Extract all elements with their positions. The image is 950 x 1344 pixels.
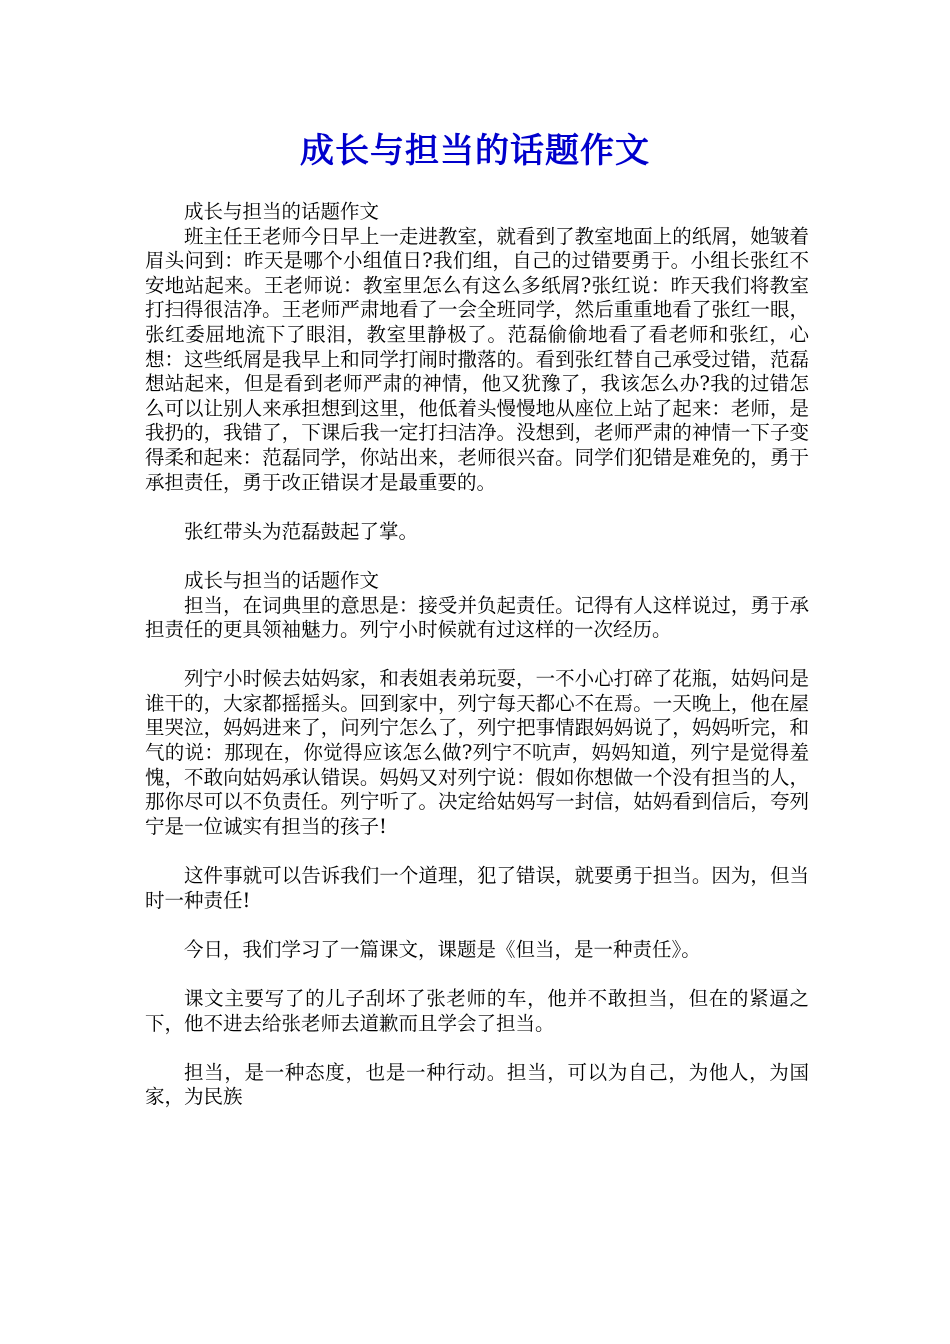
paragraph-subtitle-2: 成长与担当的话题作文 bbox=[184, 568, 380, 592]
paragraph-textbook-summary: 课文主要写了的儿子刮坏了张老师的车，他并不敢担当，但在的紧逼之下，他不进去给张老师去道歉而且学会了担当。 bbox=[145, 987, 809, 1035]
paragraph-applause: 张红带头为范磊鼓起了掌。 bbox=[184, 519, 419, 543]
paragraph-conclusion: 担当，是一种态度，也是一种行动。担当，可以为自己，为他人，为国家，为民族 bbox=[145, 1060, 809, 1109]
paragraph-lesson: 这件事就可以告诉我们一个道理，犯了错误，就要勇于担当。因为，但当时一种责任! bbox=[145, 864, 809, 912]
paragraph-lenin-story: 列宁小时候去姑妈家，和表姐表弟玩耍，一不小心打碎了花瓶，姑妈问是谁干的，大家都摇摇头。回到家中，列宁每天都心不在焉。一天晚上，他在屋里哭泣，妈妈进来了，问列宁怎么了，列宁把事情跟妈妈说了，妈妈听完，和气的说：那现在，你觉得应该怎么做?列宁不吭声，妈妈知道，列宁是觉得羞愧，不敢向姑妈承认错误。妈妈又对列宁说：假如你想做一个没有担当的人，那你尽可以不负责任。列宁听了。决定给姑妈写一封信，姑妈看到信后，夸列宁是一位诚实有担当的孩子! bbox=[145, 667, 809, 838]
document-body bbox=[145, 200, 809, 1110]
paragraph-textbook: 今日，我们学习了一篇课文，课题是《但当，是一种责任》。 bbox=[184, 937, 701, 961]
paragraph-story-1: 班主任王老师今日早上一走进教室，就看到了教室地面上的纸屑，她皱着眉头问到：昨天是哪个小组值日?我们组，自己的过错要勇于。小组长张红不安地站起来。王老师说：教室里怎么有这么多纸屑?张红说：昨天我们将教室打扫得很洁净。王老师严肃地看了一会全班同学，然后重重地看了张红一眼，张红委屈地流下了眼泪，教室里静极了。范磊偷偷地看了看老师和张红，心想：这些纸屑是我早上和同学打闹时撒落的。看到张红替自己承受过错，范磊想站起来，但是看到老师严肃的神情，他又犹豫了，我该怎么办?我的过错怎么可以让别人来承担想到这里，他低着头慢慢地从座位上站了起来：老师，是我扔的，我错了，下课后我一定打扫洁净。没想到，老师严肃的神情一下子变得柔和起来：范磊同学，你站出来，老师很兴奋。同学们犯错是难免的，勇于承担责任，勇于改正错误才是最重要的。 bbox=[145, 224, 809, 494]
paragraph-definition: 担当，在词典里的意思是：接受并负起责任。记得有人这样说过，勇于承担责任的更具领袖魅力。列宁小时候就有过这样的一次经历。 bbox=[145, 593, 809, 642]
paragraph-subtitle-1: 成长与担当的话题作文 bbox=[184, 200, 380, 223]
document-title: 成长与担当的话题作文 bbox=[300, 131, 650, 171]
